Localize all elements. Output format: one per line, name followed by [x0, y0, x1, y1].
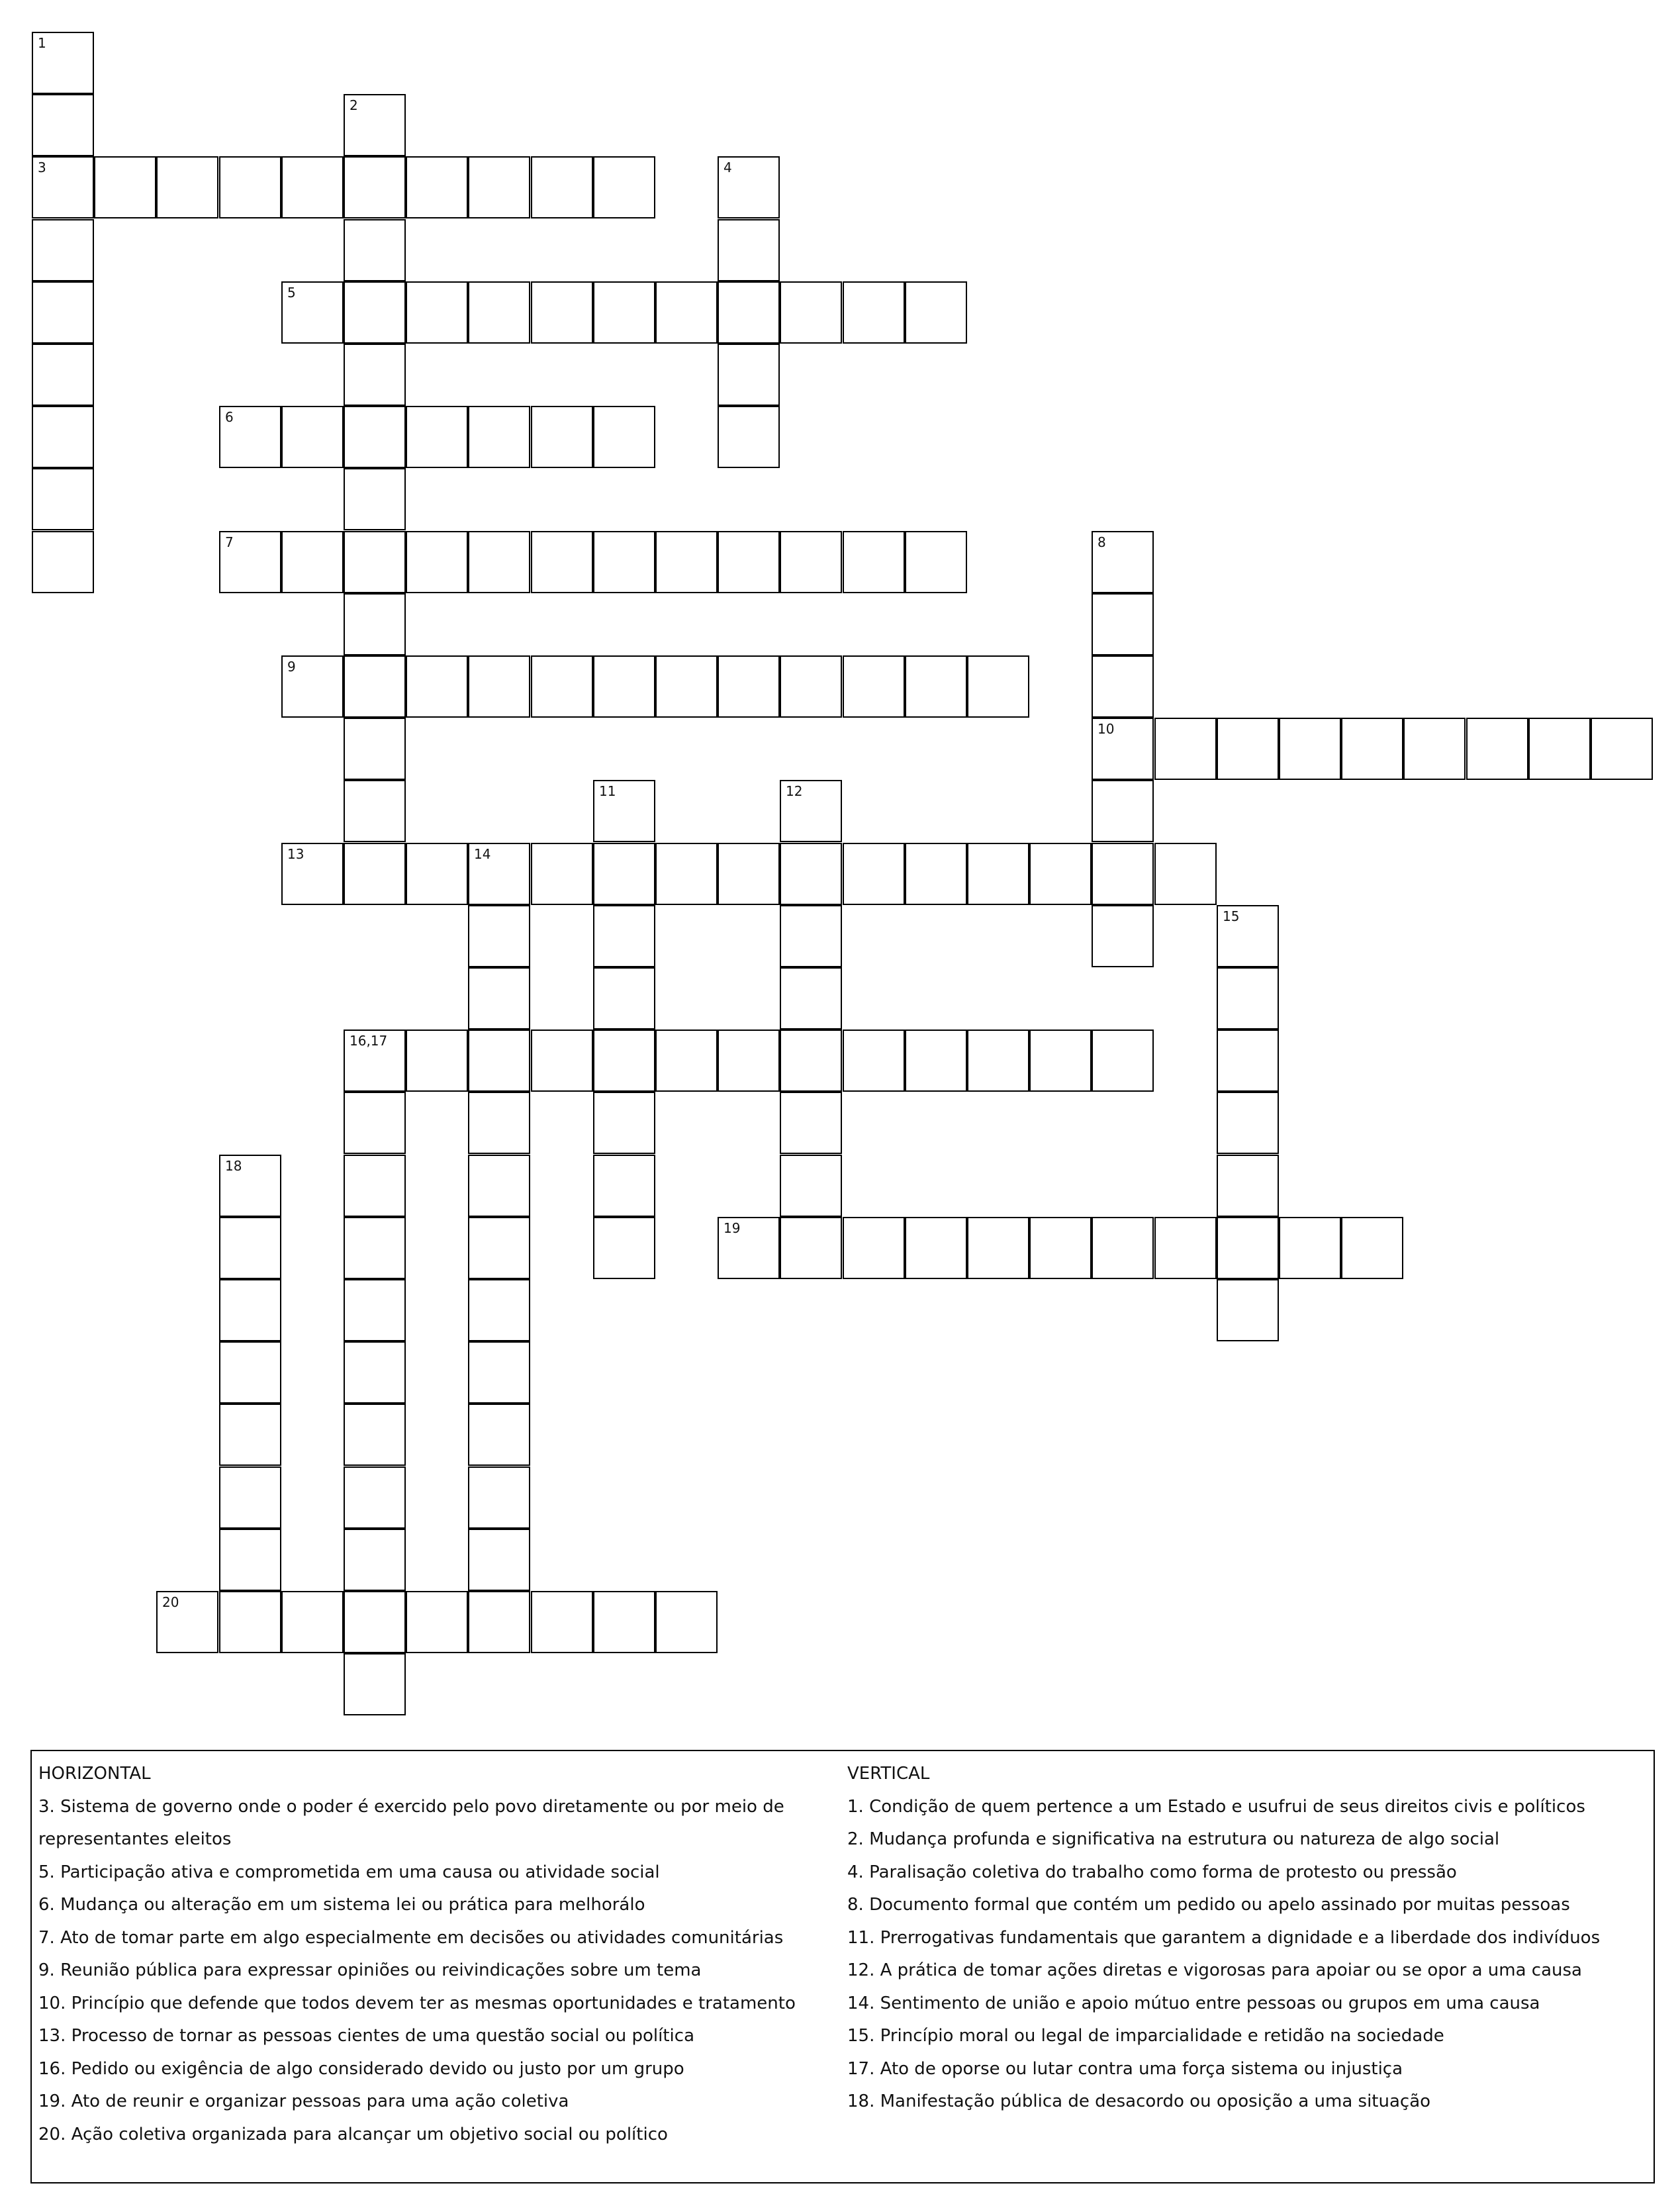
- grid-cell[interactable]: [843, 655, 905, 718]
- grid-cell[interactable]: [344, 1591, 406, 1653]
- clue-number: 12: [786, 783, 803, 799]
- clue-number: 15: [1223, 908, 1240, 924]
- grid-cell[interactable]: [780, 531, 842, 593]
- grid-cell[interactable]: [780, 905, 842, 967]
- grid-cell[interactable]: [593, 655, 655, 718]
- clue-h-13: 13. Processo de tornar as pessoas cientes de uma questão social ou política: [38, 2026, 694, 2046]
- grid-cell[interactable]: [32, 32, 94, 94]
- vertical-heading: VERTICAL: [847, 1764, 930, 1784]
- grid-cell[interactable]: [655, 1591, 718, 1653]
- clue-v-11: 11. Prerrogativas fundamentais que garantem a dignidade e a liberdade dos indivíduos: [847, 1927, 1601, 1948]
- grid-cell[interactable]: [1092, 1217, 1154, 1279]
- grid-cell[interactable]: [593, 281, 655, 344]
- clue-v-2: 2. Mudança profunda e significativa na estrutura ou natureza de algo social: [847, 1829, 1500, 1849]
- grid-cell[interactable]: [1217, 1279, 1279, 1341]
- grid-cell[interactable]: [468, 1155, 530, 1217]
- grid-cell[interactable]: [1279, 718, 1341, 780]
- grid-cell[interactable]: [531, 531, 593, 593]
- clue-number: 11: [599, 783, 616, 799]
- grid-cell[interactable]: [32, 94, 94, 156]
- grid-cell[interactable]: [32, 219, 94, 281]
- grid-cell[interactable]: [655, 655, 718, 718]
- grid-cell[interactable]: [344, 655, 406, 718]
- clue-v-18: 18. Manifestação pública de desacordo ou oposição a uma situação: [847, 2091, 1431, 2111]
- grid-cell[interactable]: [1341, 718, 1403, 780]
- grid-cell[interactable]: [219, 1404, 281, 1466]
- grid-cell[interactable]: [406, 531, 468, 593]
- grid-cell[interactable]: [718, 1030, 780, 1092]
- horizontal-clues: [38, 1758, 839, 2151]
- grid-cell[interactable]: [718, 344, 780, 406]
- grid-cell[interactable]: [219, 531, 281, 593]
- grid-cell[interactable]: [156, 156, 218, 218]
- grid-cell[interactable]: [468, 156, 530, 218]
- grid-cell[interactable]: [843, 843, 905, 905]
- grid-cell[interactable]: [1528, 718, 1591, 780]
- grid-cell[interactable]: [531, 406, 593, 468]
- vertical-clues: [847, 1758, 1648, 2119]
- grid-cell[interactable]: [905, 843, 967, 905]
- grid-cell[interactable]: [344, 1404, 406, 1466]
- grid-cell[interactable]: [1217, 1217, 1279, 1279]
- grid-cell[interactable]: [344, 1653, 406, 1715]
- grid-cell[interactable]: [468, 531, 530, 593]
- grid-cell[interactable]: [593, 1030, 655, 1092]
- grid-cell[interactable]: [468, 1092, 530, 1154]
- grid-cell[interactable]: [468, 1217, 530, 1279]
- grid-cell[interactable]: [780, 655, 842, 718]
- grid-cell[interactable]: [468, 843, 530, 905]
- grid-cell[interactable]: [593, 905, 655, 967]
- grid-cell[interactable]: [281, 843, 344, 905]
- clue-number: 3: [38, 160, 46, 175]
- grid-cell[interactable]: [593, 156, 655, 218]
- clue-number: 2: [350, 97, 358, 113]
- clue-number: 9: [287, 659, 296, 675]
- grid-cell[interactable]: [344, 718, 406, 780]
- clue-h-9: 9. Reunião pública para expressar opiniões ou reivindicações sobre um tema: [38, 1960, 702, 1980]
- grid-cell[interactable]: [843, 281, 905, 344]
- grid-cell[interactable]: [1154, 718, 1217, 780]
- grid-cell[interactable]: [32, 281, 94, 344]
- grid-cell[interactable]: [718, 1217, 780, 1279]
- grid-cell[interactable]: [344, 1030, 406, 1092]
- grid-cell[interactable]: [468, 1404, 530, 1466]
- clue-number: 1: [38, 35, 46, 51]
- grid-cell[interactable]: [32, 156, 94, 218]
- grid-cell[interactable]: [1029, 843, 1092, 905]
- grid-cell[interactable]: [531, 1591, 593, 1653]
- grid-cell[interactable]: [1217, 905, 1279, 967]
- clue-number: 7: [225, 534, 234, 550]
- grid-cell[interactable]: [1403, 718, 1466, 780]
- grid-cell[interactable]: [593, 1092, 655, 1154]
- grid-cell[interactable]: [843, 1217, 905, 1279]
- grid-cell[interactable]: [593, 531, 655, 593]
- grid-cell[interactable]: [1217, 718, 1279, 780]
- grid-cell[interactable]: [593, 406, 655, 468]
- grid-cell[interactable]: [1154, 1217, 1217, 1279]
- grid-cell[interactable]: [531, 1030, 593, 1092]
- grid-cell[interactable]: [1092, 843, 1154, 905]
- grid-cell[interactable]: [780, 1155, 842, 1217]
- grid-cell[interactable]: [593, 1591, 655, 1653]
- grid-cell[interactable]: [468, 905, 530, 967]
- grid-cell[interactable]: [344, 1466, 406, 1529]
- clue-h-5: 5. Participação ativa e comprometida em uma causa ou atividade social: [38, 1862, 660, 1882]
- grid-cell[interactable]: [219, 156, 281, 218]
- grid-cell[interactable]: [718, 156, 780, 218]
- grid-cell[interactable]: [1092, 905, 1154, 967]
- clue-h-3: 3. Sistema de governo onde o poder é exercido pelo povo diretamente ou por meio de representantes eleitos: [38, 1796, 784, 1849]
- grid-cell[interactable]: [1217, 1030, 1279, 1092]
- grid-cell[interactable]: [967, 843, 1029, 905]
- grid-cell[interactable]: [406, 843, 468, 905]
- grid-cell[interactable]: [1092, 780, 1154, 842]
- grid-cell[interactable]: [967, 1030, 1029, 1092]
- clue-number: 16,17: [350, 1033, 388, 1049]
- clue-number: 20: [162, 1594, 179, 1610]
- grid-cell[interactable]: [406, 655, 468, 718]
- grid-cell[interactable]: [406, 1030, 468, 1092]
- grid-cell[interactable]: [156, 1591, 218, 1653]
- grid-cell[interactable]: [344, 843, 406, 905]
- clue-v-1: 1. Condição de quem pertence a um Estado e usufrui de seus direitos civis e políticos: [847, 1796, 1585, 1817]
- grid-cell[interactable]: [1154, 843, 1217, 905]
- grid-cell[interactable]: [1217, 1155, 1279, 1217]
- grid-cell[interactable]: [655, 281, 718, 344]
- grid-cell[interactable]: [344, 468, 406, 530]
- clue-number: 13: [287, 846, 304, 862]
- grid-cell[interactable]: [1092, 655, 1154, 718]
- grid-cell[interactable]: [1092, 593, 1154, 655]
- clue-h-20: 20. Ação coletiva organizada para alcançar um objetivo social ou político: [38, 2124, 668, 2144]
- grid-cell[interactable]: [32, 344, 94, 406]
- grid-cell[interactable]: [655, 843, 718, 905]
- grid-cell[interactable]: [344, 94, 406, 156]
- grid-cell[interactable]: [718, 281, 780, 344]
- grid-cell[interactable]: [655, 1030, 718, 1092]
- grid-cell[interactable]: [344, 1092, 406, 1154]
- clue-v-8: 8. Documento formal que contém um pedido ou apelo assinado por muitas pessoas: [847, 1895, 1570, 1915]
- grid-cell[interactable]: [1092, 718, 1154, 780]
- grid-cell[interactable]: [281, 281, 344, 344]
- grid-cell[interactable]: [94, 156, 156, 218]
- grid-cell[interactable]: [531, 843, 593, 905]
- grid-cell[interactable]: [281, 406, 344, 468]
- clue-v-15: 15. Princípio moral ou legal de imparcialidade e retidão na sociedade: [847, 2026, 1444, 2046]
- clue-v-12: 12. A prática de tomar ações diretas e vigorosas para apoiar ou se opor a uma causa: [847, 1960, 1582, 1980]
- grid-cell[interactable]: [780, 1092, 842, 1154]
- grid-cell[interactable]: [468, 1466, 530, 1529]
- grid-cell[interactable]: [406, 1591, 468, 1653]
- clue-h-6: 6. Mudança ou alteração em um sistema lei ou prática para melhorálo: [38, 1895, 645, 1915]
- grid-cell[interactable]: [468, 1030, 530, 1092]
- grid-cell[interactable]: [344, 281, 406, 344]
- grid-cell[interactable]: [593, 967, 655, 1030]
- grid-cell[interactable]: [406, 281, 468, 344]
- grid-cell[interactable]: [281, 655, 344, 718]
- grid-cell[interactable]: [468, 1529, 530, 1591]
- grid-cell[interactable]: [219, 1529, 281, 1591]
- clue-v-14: 14. Sentimento de união e apoio mútuo entre pessoas ou grupos em uma causa: [847, 1993, 1540, 2013]
- clue-number: 8: [1097, 534, 1106, 550]
- grid-cell[interactable]: [281, 156, 344, 218]
- grid-cell[interactable]: [843, 531, 905, 593]
- grid-cell[interactable]: [1029, 1030, 1092, 1092]
- grid-cell[interactable]: [219, 1466, 281, 1529]
- grid-cell[interactable]: [718, 655, 780, 718]
- grid-cell[interactable]: [32, 406, 94, 468]
- clue-number: 18: [225, 1158, 242, 1174]
- grid-cell[interactable]: [780, 780, 842, 842]
- clue-h-7: 7. Ato de tomar parte em algo especialmente em decisões ou atividades comunitárias: [38, 1927, 784, 1948]
- grid-cell[interactable]: [1092, 531, 1154, 593]
- grid-cell[interactable]: [905, 655, 967, 718]
- clue-number: 14: [474, 846, 491, 862]
- grid-cell[interactable]: [32, 531, 94, 593]
- grid-cell[interactable]: [531, 281, 593, 344]
- clue-number: 19: [723, 1220, 741, 1236]
- grid-cell[interactable]: [1466, 718, 1528, 780]
- grid-cell[interactable]: [468, 406, 530, 468]
- grid-cell[interactable]: [219, 1591, 281, 1653]
- grid-cell[interactable]: [967, 655, 1029, 718]
- clue-v-17: 17. Ato de oporse ou lutar contra uma força sistema ou injustiça: [847, 2058, 1403, 2079]
- grid-cell[interactable]: [1092, 1030, 1154, 1092]
- grid-cell[interactable]: [905, 531, 967, 593]
- grid-cell[interactable]: [905, 1030, 967, 1092]
- grid-cell[interactable]: [531, 156, 593, 218]
- grid-cell[interactable]: [344, 780, 406, 842]
- grid-cell[interactable]: [780, 967, 842, 1030]
- grid-cell[interactable]: [219, 1217, 281, 1279]
- grid-cell[interactable]: [344, 219, 406, 281]
- clue-number: 6: [225, 409, 234, 425]
- grid-cell[interactable]: [905, 1217, 967, 1279]
- clue-number: 4: [723, 160, 732, 175]
- grid-cell[interactable]: [1341, 1217, 1403, 1279]
- clue-h-16: 16. Pedido ou exigência de algo considerado devido ou justo por um grupo: [38, 2058, 684, 2079]
- grid-cell[interactable]: [468, 1341, 530, 1404]
- grid-cell[interactable]: [468, 1591, 530, 1653]
- clue-number: 5: [287, 285, 296, 301]
- clue-h-19: 19. Ato de reunir e organizar pessoas para uma ação coletiva: [38, 2091, 569, 2111]
- grid-cell[interactable]: [780, 281, 842, 344]
- grid-cell[interactable]: [468, 655, 530, 718]
- grid-cell[interactable]: [1217, 1092, 1279, 1154]
- clue-h-10: 10. Princípio que defende que todos devem ter as mesmas oportunidades e tratamento: [38, 1993, 796, 2013]
- grid-cell[interactable]: [406, 156, 468, 218]
- grid-cell[interactable]: [344, 1529, 406, 1591]
- clues-box: [30, 1750, 1655, 2183]
- clue-v-4: 4. Paralisação coletiva do trabalho como forma de protesto ou pressão: [847, 1862, 1457, 1882]
- grid-cell[interactable]: [718, 219, 780, 281]
- grid-cell[interactable]: [344, 1155, 406, 1217]
- grid-cell[interactable]: [344, 531, 406, 593]
- grid-cell[interactable]: [219, 1279, 281, 1341]
- clue-number: 10: [1097, 721, 1115, 737]
- grid-cell[interactable]: [593, 843, 655, 905]
- grid-cell[interactable]: [281, 531, 344, 593]
- grid-cell[interactable]: [468, 281, 530, 344]
- grid-cell[interactable]: [468, 1279, 530, 1341]
- grid-cell[interactable]: [780, 843, 842, 905]
- grid-cell[interactable]: [344, 1341, 406, 1404]
- grid-cell[interactable]: [1591, 718, 1653, 780]
- grid-cell[interactable]: [718, 531, 780, 593]
- horizontal-heading: HORIZONTAL: [38, 1764, 151, 1784]
- grid-cell[interactable]: [593, 1217, 655, 1279]
- grid-cell[interactable]: [593, 780, 655, 842]
- grid-cell[interactable]: [219, 1341, 281, 1404]
- grid-cell[interactable]: [281, 1591, 344, 1653]
- grid-cell[interactable]: [344, 1279, 406, 1341]
- grid-cell[interactable]: [468, 967, 530, 1030]
- grid-cell[interactable]: [905, 281, 967, 344]
- grid-cell[interactable]: [344, 593, 406, 655]
- grid-cell[interactable]: [344, 344, 406, 406]
- grid-cell[interactable]: [780, 1217, 842, 1279]
- grid-cell[interactable]: [593, 1155, 655, 1217]
- grid-cell[interactable]: [344, 1217, 406, 1279]
- grid-cell[interactable]: [718, 843, 780, 905]
- grid-cell[interactable]: [967, 1217, 1029, 1279]
- grid-cell[interactable]: [1029, 1217, 1092, 1279]
- grid-cell[interactable]: [780, 1030, 842, 1092]
- grid-cell[interactable]: [344, 406, 406, 468]
- grid-cell[interactable]: [1279, 1217, 1341, 1279]
- grid-cell[interactable]: [344, 156, 406, 218]
- grid-cell[interactable]: [219, 406, 281, 468]
- grid-cell[interactable]: [32, 468, 94, 530]
- grid-cell[interactable]: [1217, 967, 1279, 1030]
- grid-cell[interactable]: [843, 1030, 905, 1092]
- grid-cell[interactable]: [219, 1155, 281, 1217]
- grid-cell[interactable]: [655, 531, 718, 593]
- grid-cell[interactable]: [718, 406, 780, 468]
- grid-cell[interactable]: [406, 406, 468, 468]
- grid-cell[interactable]: [531, 655, 593, 718]
